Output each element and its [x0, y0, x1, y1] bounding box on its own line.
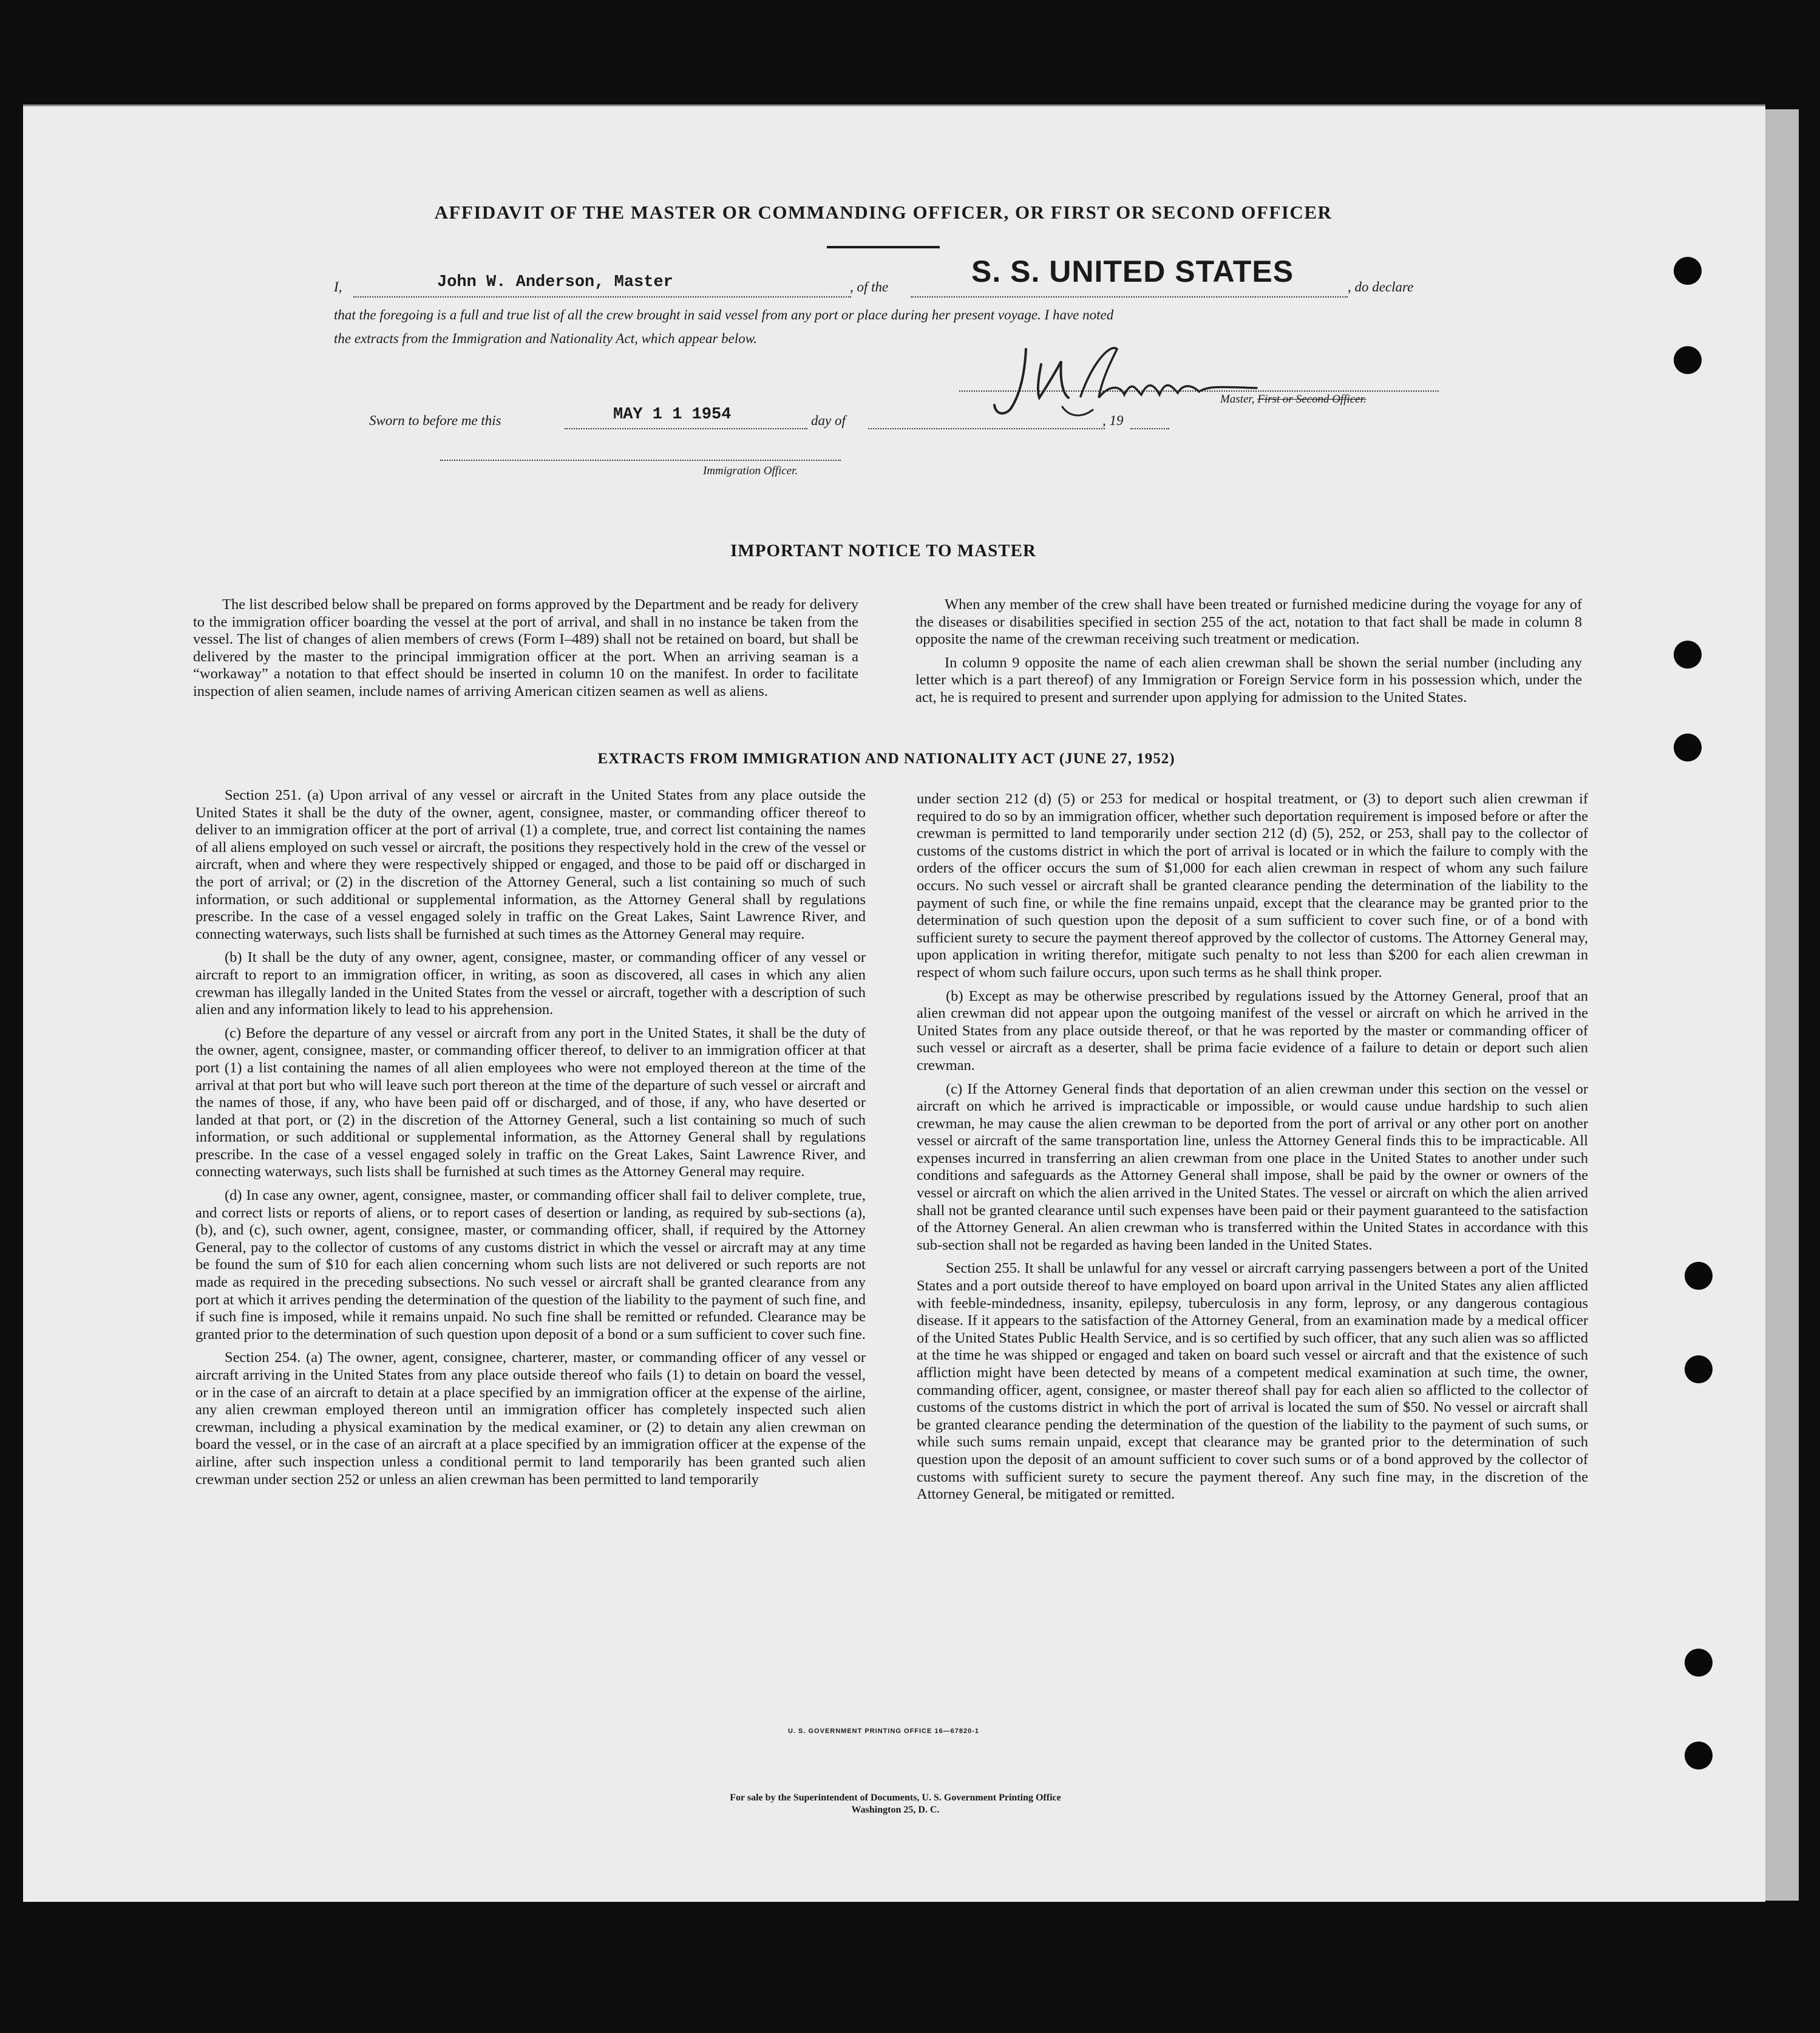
year-line — [1130, 428, 1169, 429]
notice-left-paragraph: The list described below shall be prepared on forms approved by the Department and be ready for delivery to the immigration officer boarding the vessel at the port of arrival, and shall in no instance be taken from the vessel. The list of changes of alien members of crews (Form I–489) shall not be retained on board, but shall be delivered by the master to the principal immigration officer at the port. When an arriving seaman is a “workaway” a notation to that effect should be inserted in column 10 on the manifest. In order to facilitate inspection of alien seamen, include names of arriving American citizen seamen as well as aliens. — [193, 596, 858, 700]
immigration-officer-line — [440, 460, 841, 461]
year-label: , 19 — [1102, 413, 1124, 428]
extracts-title: EXTRACTS FROM IMMIGRATION AND NATIONALITY ACT (JUNE 27, 1952) — [597, 751, 1175, 767]
do-declare-label: , do declare — [1348, 279, 1414, 295]
struck-officer-title: First or Second Officer. — [1257, 393, 1367, 406]
section-251-b: (b) It shall be the duty of any owner, agent, consignee, master, or commanding officer of any vessel or aircraft to report to an immigration officer, in writing, as soon as discovered, all cases in which any alien crewman has illegally landed in the United States from the vessel or aircraft, together with a description of such alien and any information likely to lead to his apprehension. — [195, 949, 866, 1018]
master-signature — [990, 337, 1275, 434]
affidavit-title: AFFIDAVIT OF THE MASTER OR COMMANDING OFFICER, OR FIRST OR SECOND OFFICER — [434, 202, 1333, 223]
punch-hole — [1685, 1262, 1713, 1290]
punch-hole — [1685, 1742, 1713, 1769]
i-label: I, — [334, 279, 342, 295]
punch-hole — [1674, 734, 1702, 761]
section-251-a: Section 251. (a) Upon arrival of any vessel or aircraft in the United States from any place outside the United States it shall be the duty of the owner, agent, consignee, master, or commanding officer thereof to deliver to an immigration officer at the port of arrival (1) a complete, true, and correct list containing the names of all aliens employed on such vessel or aircraft, the positions they respectively hold in the crew of the vessel or aircraft, when and where they were respectively shipped or engaged, and those to be paid off or discharged in the port of arrival; or (2) in the discretion of the Attorney General, such a list containing so much of such information, or such additional or supplemental information, as the Attorney General shall by regulations prescribe. In the case of a vessel engaged solely in traffic on the Great Lakes, Saint Lawrence River, and connecting waterways, such lists shall be furnished at such times as the Attorney General may require. — [195, 787, 866, 942]
underlying-page-strip — [1765, 109, 1799, 1901]
notice-right-paragraph-2: In column 9 opposite the name of each alien crewman shall be shown the serial number (including any letter which is a part thereof) of any Immigration or Foreign Service form in his possession which, under the act, he is required to present and surrender upon applying for admission to the United States. — [915, 654, 1582, 706]
master-name-line — [353, 296, 851, 298]
master-title-prefix: Master, — [1220, 393, 1255, 406]
of-the-label: , of the — [850, 279, 889, 295]
sale-notice — [546, 1792, 1244, 1816]
master-title — [1220, 393, 1367, 406]
section-254-c: (c) If the Attorney General finds that deportation of an alien crewman under this section on the vessel or aircraft on which he arrived is impracticable or impossible, or would cause undue hardship to such alien crewman, he may cause the alien crewman to be deported from the port of arrival or any other port on another vessel or aircraft of the same transportation line, unless the Attorney General finds this to be impracticable. All expenses incurred in transferring an alien crewman from one place in the United States to another under such conditions and safeguards as the Attorney General shall impose, shall be paid by the owner or owners of the vessel or aircraft on which the alien arrived in the United States. The vessel or aircraft on which the alien arrived shall not be granted clearance until such expenses have been paid or their payment guaranteed to the satisfaction of the Attorney General. An alien crewman who is transferred within the United States in accordance with this sub-section shall not be regarded as having been landed in the United States. — [917, 1080, 1588, 1253]
title-rule — [827, 246, 940, 248]
extracts-left-column — [195, 787, 866, 1494]
section-254-b: (b) Except as may be otherwise prescribed by regulations issued by the Attorney General, proof that an alien crewman did not appear upon the outgoing manifest of the vessel or aircraft on which he arrived in the United States from any place outside thereof, or that he was reported by the master or commanding officer of such vessel or aircraft as a deserter, shall be prima facie evidence of a failure to detain or deport such alien crewman. — [917, 987, 1588, 1074]
master-name: John W. Anderson, Master — [437, 273, 673, 291]
sale-line-1: For sale by the Superintendent of Documents, U. S. Government Printing Office — [730, 1793, 1061, 1803]
section-255: Section 255. It shall be unlawful for any vessel or aircraft carrying passengers between a port of the United States and a port outside thereof to have employed on board upon arrival in the United States any alien afflicted with feeble-mindedness, insanity, epilepsy, tuberculosis in any form, leprosy, or any dangerous contagious disease. If it appears to the satisfaction of the Attorney General, from an examination made by a medical officer of the United States Public Health Service, and is so certified by such officer, that any such alien was so afflicted at the time he was shipped or engaged and taken on board such vessel or aircraft and that the existence of such affliction might have been detected by means of a competent medical examination at such time, the owner, commanding officer, agent, consignee, or master thereof shall pay for each alien so afflicted to the collector of customs of the customs district in which the port of arrival is located the sum of $50. No vessel or aircraft shall be granted clearance pending the determination of the question of the liability to the payment of such sums, or while such sums remain unpaid, except that clearance may be granted prior to the determination of such question upon the deposit of an amount sufficient to cover such sums or of a bond approved by the collector of customs with sufficient surety to secure the payment thereof. Any such fine may, in the discretion of the Attorney General, be mitigated or remitted. — [917, 1260, 1588, 1503]
master-signature-line — [959, 390, 1439, 392]
sworn-label: Sworn to before me this — [369, 413, 501, 428]
punch-hole — [1685, 1649, 1713, 1677]
section-251-c: (c) Before the departure of any vessel or aircraft from any port in the United States, it shall be the duty of the owner, agent, consignee, master, or commanding officer thereof, to deliver to an immigration officer at that port (1) a list containing the names of all alien employees who were not employed thereon at the time of the arrival at that port but who will leave such port thereon at the time of the departure of such vessel or aircraft and the names of those, if any, who have been paid off or discharged, and of those, if any, who have deserted or landed at that port, or (2) in the discretion of the Attorney General, such a list containing so much of such information, or such additional or supplemental information, as the Attorney General shall by regulations prescribe. In the case of a vessel engaged solely in traffic on the Great Lakes, Saint Lawrence River, and connecting waterways, such lists shall be furnished at such times as the Attorney General may require. — [195, 1024, 866, 1180]
sworn-date-line — [565, 428, 807, 429]
notice-right-paragraph-1: When any member of the crew shall have been treated or furnished medicine during the voyage for any of the diseases or disabilities specified in section 255 of the act, notation to that fact shall be made in column 8 opposite the name of the crewman receiving such treatment or medication. — [915, 596, 1582, 648]
notice-left-column — [193, 596, 858, 707]
day-of-label: day of — [811, 413, 846, 428]
printing-office-line: U. S. GOVERNMENT PRINTING OFFICE 16—67820-1 — [788, 1728, 980, 1735]
section-251-d: (d) In case any owner, agent, consignee, master, or commanding officer shall fail to deliver complete, true, and correct lists or reports of aliens, or to report cases of desertion or landing, as required by sub-sections (a), (b), and (c), such owner, agent, consignee, master, or commanding officer, shall, if required by the Attorney General, pay to the collector of customs of any customs district in which the vessel or aircraft may at any time be found the sum of $10 for each alien concerning whom such lists are not delivered or such reports are not made as required in the preceding subsections. No such vessel or aircraft shall be granted clearance from any port at which it arrives pending the determination of the question of the liability to the payment of such fine, and if such fine is imposed, while it remains unpaid. No such fine shall be remitted or refunded. Clearance may be granted prior to the determination of such question upon deposit of a bond or a sum sufficient to cover such fine. — [195, 1187, 866, 1343]
affidavit-statement-line1: that the foregoing is a full and true list of all the crew brought in said vessel from any port or place during her present voyage. I have noted — [334, 307, 1114, 322]
punch-hole — [1674, 257, 1702, 285]
punch-hole — [1674, 346, 1702, 374]
section-254-a: Section 254. (a) The owner, agent, consignee, charterer, master, or commanding officer of any vessel or aircraft arriving in the United States from any place outside thereof who fails (1) to detain on board the vessel, or in the case of an aircraft to detain at a place specified by an immigration officer at the expense of the airline, any alien crewman employed thereon until an immigration officer has completely inspected such alien crewman, including a physical examination by the medical examiner, or (2) to detain any alien crewman on board the vessel, or in the case of an aircraft at a place specified by an immigration officer at the expense of the airline, after such inspection unless a conditional permit to land temporarily has been granted such alien crewman under section 252 or unless an alien crewman has been permitted to land temporarily — [195, 1349, 866, 1488]
punch-hole — [1685, 1355, 1713, 1383]
vessel-name-line — [911, 296, 1348, 298]
sale-line-2: Washington 25, D. C. — [851, 1805, 940, 1815]
extracts-right-column — [917, 791, 1588, 1510]
vessel-name: S. S. UNITED STATES — [971, 254, 1294, 288]
punch-hole — [1674, 641, 1702, 669]
notice-title: IMPORTANT NOTICE TO MASTER — [730, 541, 1036, 560]
day-of-line — [868, 428, 1105, 429]
immigration-officer-label: Immigration Officer. — [703, 465, 798, 477]
section-254-a-continued: under section 212 (d) (5) or 253 for medical or hospital treatment, or (3) to deport such alien crewman if required to do so by an immigration officer, whether such deportation requirement is imposed before or after the crewman is permitted to land temporarily under section 212 (d) (5), 252, or 253, shall pay to the collector of customs of the customs district in which the port of arrival is located or in which the failure to comply with the orders of the officer occurs the sum of $1,000 for each alien crewman in respect of whom any such failure occurs. No such vessel or aircraft shall be granted clearance pending the determination of the liability to the payment of such fine, or while the fine remains unpaid, except that the clearance may be granted prior to the determination of such question upon the deposit of a sum sufficient to cover such fine, or of a bond with sufficient surety to secure the payment thereof approved by the collector of customs. The Attorney General may, upon application in writing therefor, mitigate such penalty to not less than $200 for each alien crewman in respect of whom such failure occurs, upon such terms as he shall think proper. — [917, 791, 1588, 981]
affidavit-statement-line2: the extracts from the Immigration and Nationality Act, which appear below. — [334, 331, 758, 346]
sworn-date-stamp: MAY 1 1 1954 — [613, 406, 732, 424]
notice-right-column — [915, 596, 1582, 713]
